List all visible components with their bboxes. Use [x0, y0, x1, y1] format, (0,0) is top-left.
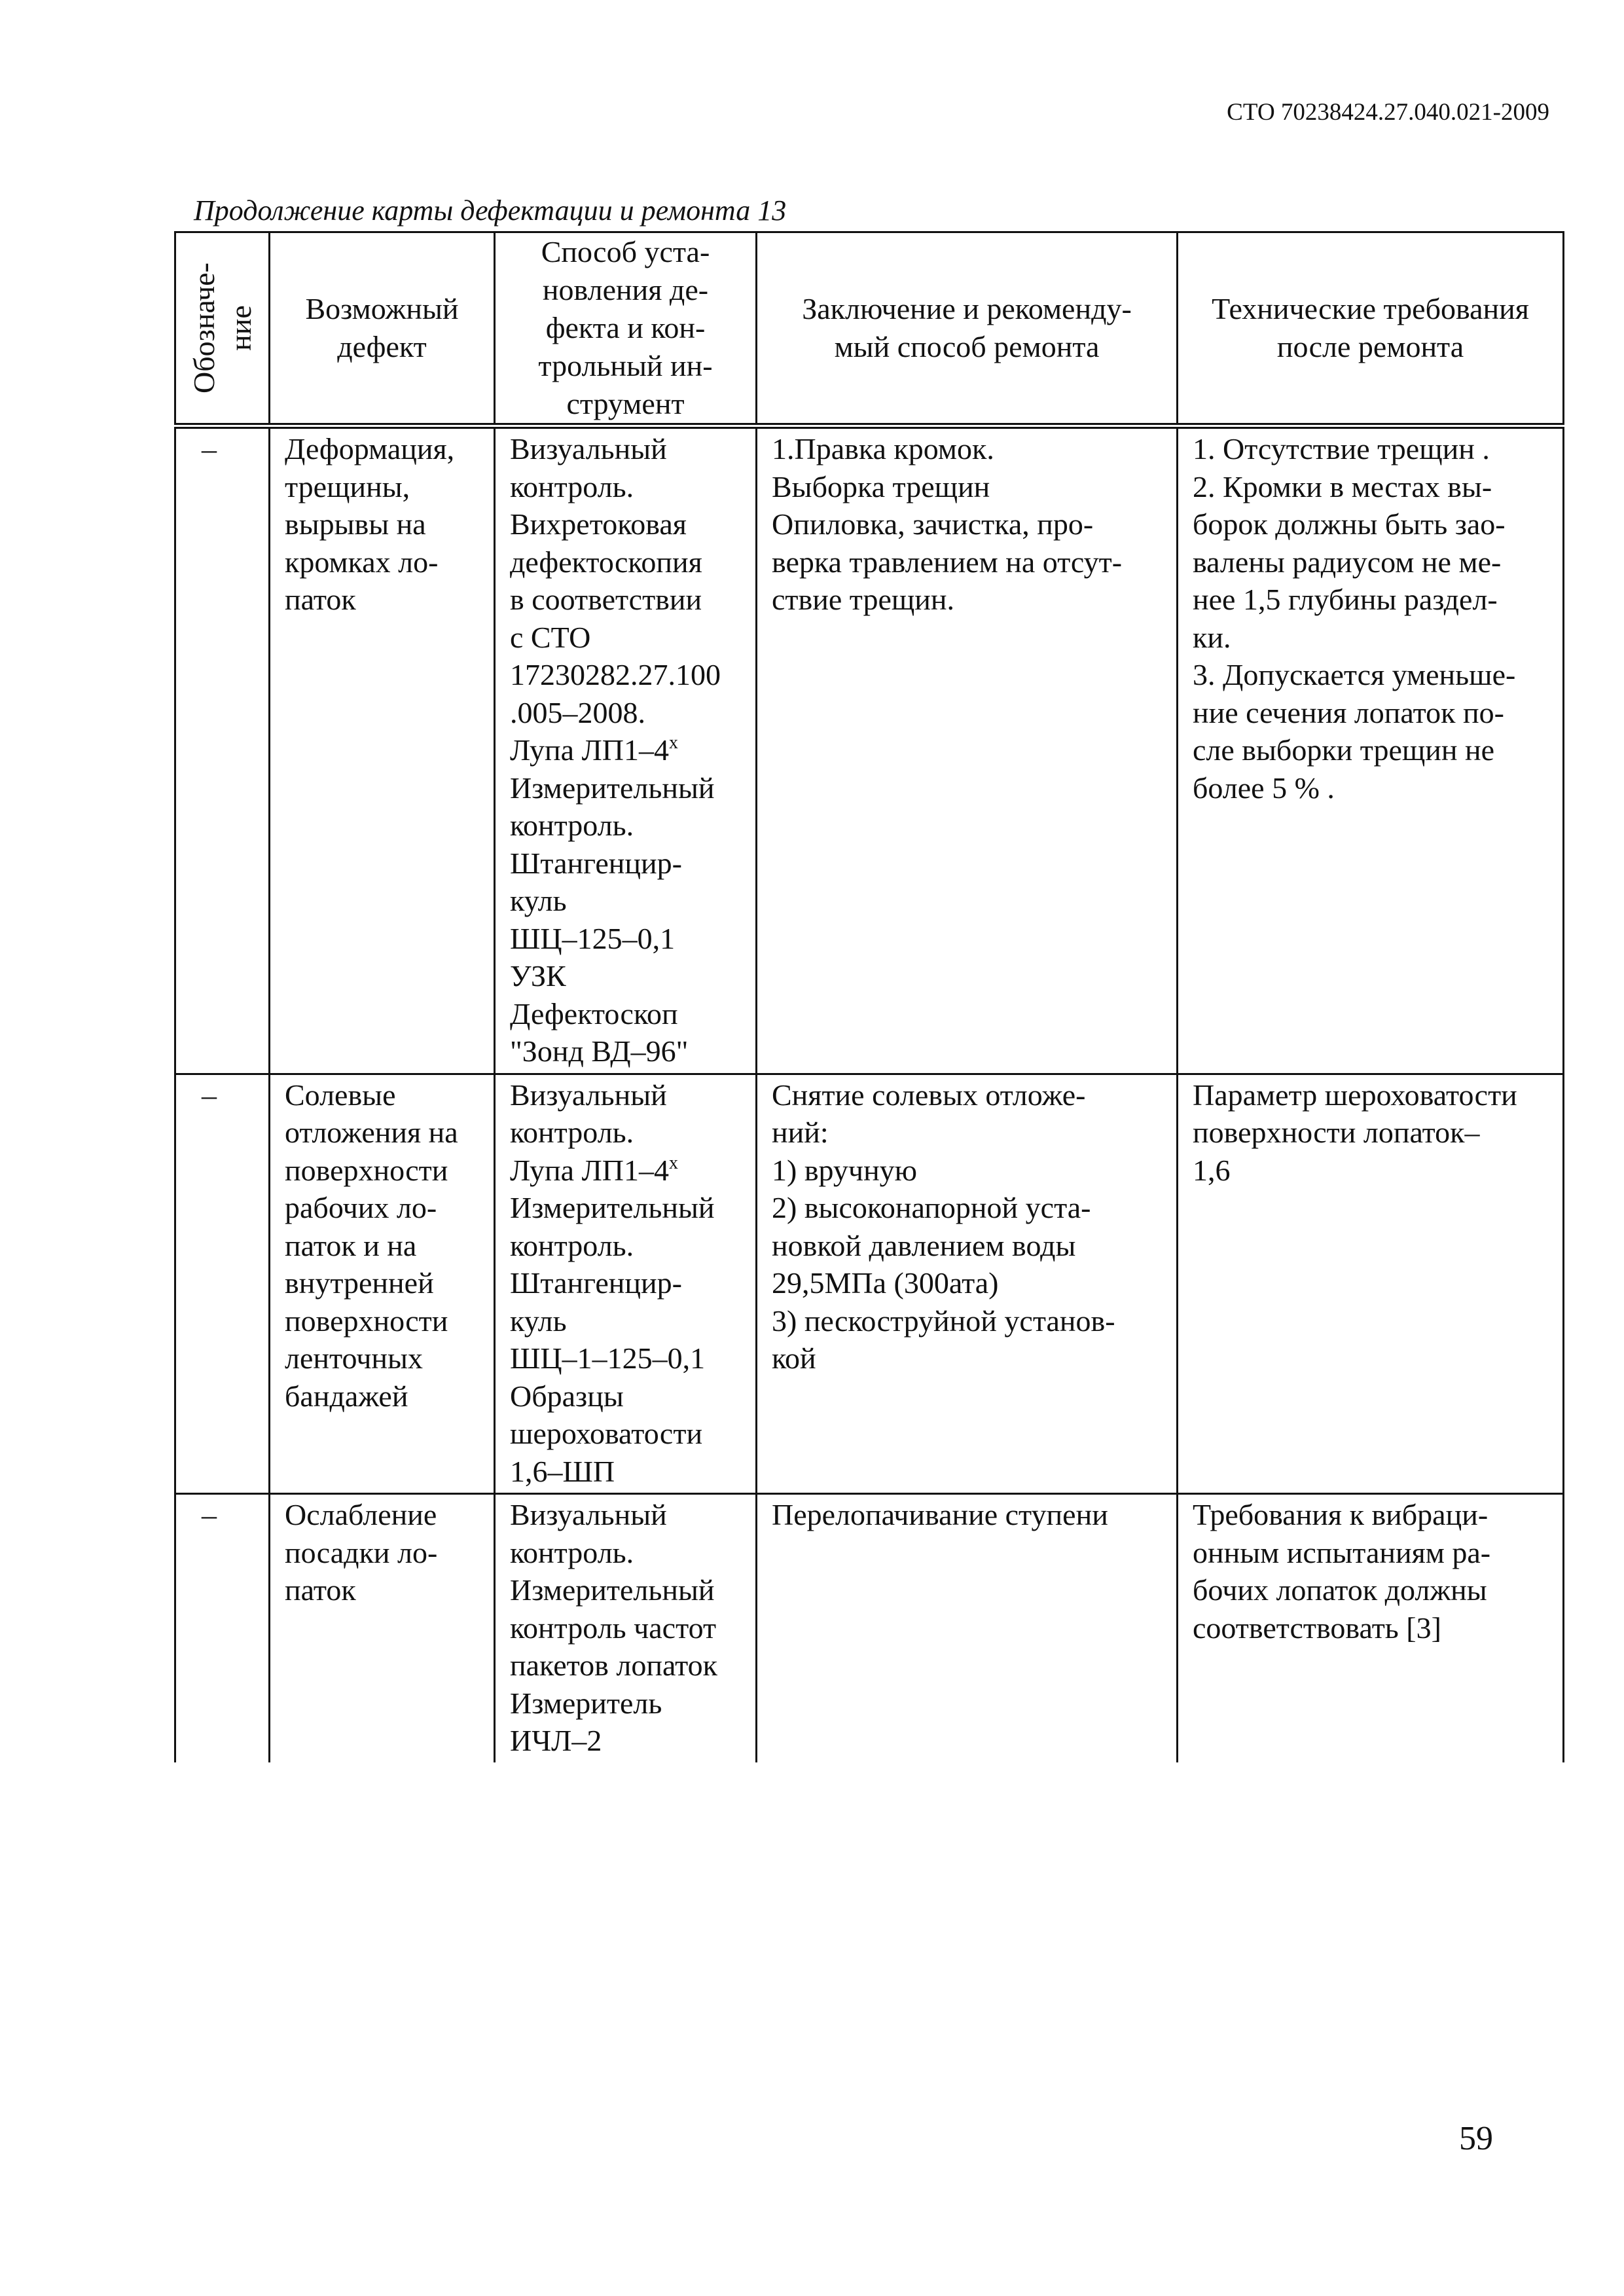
row-detection-method: Визуальный контроль. Измерительный контроль частот пакетов лопаток Измеритель ИЧЛ–2: [495, 1494, 757, 1762]
row-designation: –: [175, 1074, 270, 1494]
header-technical-requirements: Технические требования после ремонта: [1178, 232, 1564, 426]
row-designation: –: [175, 1494, 270, 1762]
row-requirements: Требования к вибраци- онным испытаниям ра- бочих лопаток должны соответствовать [3]: [1178, 1494, 1564, 1762]
row-repair: 1.Правка кромок. Выборка трещин Опиловка, зачистка, про- верка травлением на отсут- ствие трещин.: [757, 426, 1178, 1074]
page-number: 59: [1459, 2120, 1493, 2157]
table-row: [175, 1494, 1564, 1762]
table-header-row: [175, 232, 1564, 426]
table-row: [175, 1074, 1564, 1494]
header-designation-label: Обозначе- ние: [187, 263, 257, 393]
magnification-superscript: x: [669, 733, 679, 753]
method-text-continued: Измерительный контроль. Штангенцир- куль ШЦ–125–0,1 УЗК Дефектоскоп "Зонд ВД–96": [510, 771, 715, 1068]
method-text: Визуальный контроль. Вихретоковая дефектоскопия в соответствии с СТО 17230282.27.100 .005–2008. Лупа ЛП1–4: [510, 432, 721, 767]
document-code: СТО 70238424.27.040.021-2009: [1227, 99, 1549, 126]
row-requirements: 1. Отсутствие трещин . 2. Кромки в местах вы- борок должны быть зао- валены радиусом не ме- нее 1,5 глубины раздел- ки. 3. Допускается уменьше- ние сечения лопаток по- сле выборки трещин не более 5 % .: [1178, 426, 1564, 1074]
header-possible-defect: Возможный дефект: [270, 232, 495, 426]
row-defect: Солевые отложения на поверхности рабочих ло- паток и на внутренней поверхности ленточных бандажей: [270, 1074, 495, 1494]
header-detection-method: Способ уста- новления де- фекта и кон- трольный ин- струмент: [495, 232, 757, 426]
row-detection-method: [495, 426, 757, 1074]
defect-repair-table: [174, 231, 1564, 1762]
method-text-continued: Измерительный контроль. Штангенцир- куль ШЦ–1–125–0,1 Образцы шероховатости 1,6–ШП: [510, 1191, 715, 1488]
row-repair: Снятие солевых отложе- ний: 1) вручную 2) высоконапорной уста- новкой давлением воды 29,5МПа (300ата) 3) пескоструйной установ- кой: [757, 1074, 1178, 1494]
row-repair: Перелопачивание ступени: [757, 1494, 1178, 1762]
row-defect: Ослабление посадки ло- паток: [270, 1494, 495, 1762]
header-repair-conclusion: Заключение и рекоменду- мый способ ремонта: [757, 232, 1178, 426]
magnification-superscript: x: [669, 1152, 679, 1173]
row-requirements: Параметр шероховатости поверхности лопаток– 1,6: [1178, 1074, 1564, 1494]
row-defect: Деформация, трещины, вырывы на кромках ло- паток: [270, 426, 495, 1074]
header-designation: [175, 232, 270, 426]
table-row: [175, 426, 1564, 1074]
row-designation: –: [175, 426, 270, 1074]
row-detection-method: [495, 1074, 757, 1494]
table-caption: Продолжение карты дефектации и ремонта 13: [194, 194, 787, 227]
method-text: Визуальный контроль. Лупа ЛП1–4: [510, 1078, 670, 1187]
